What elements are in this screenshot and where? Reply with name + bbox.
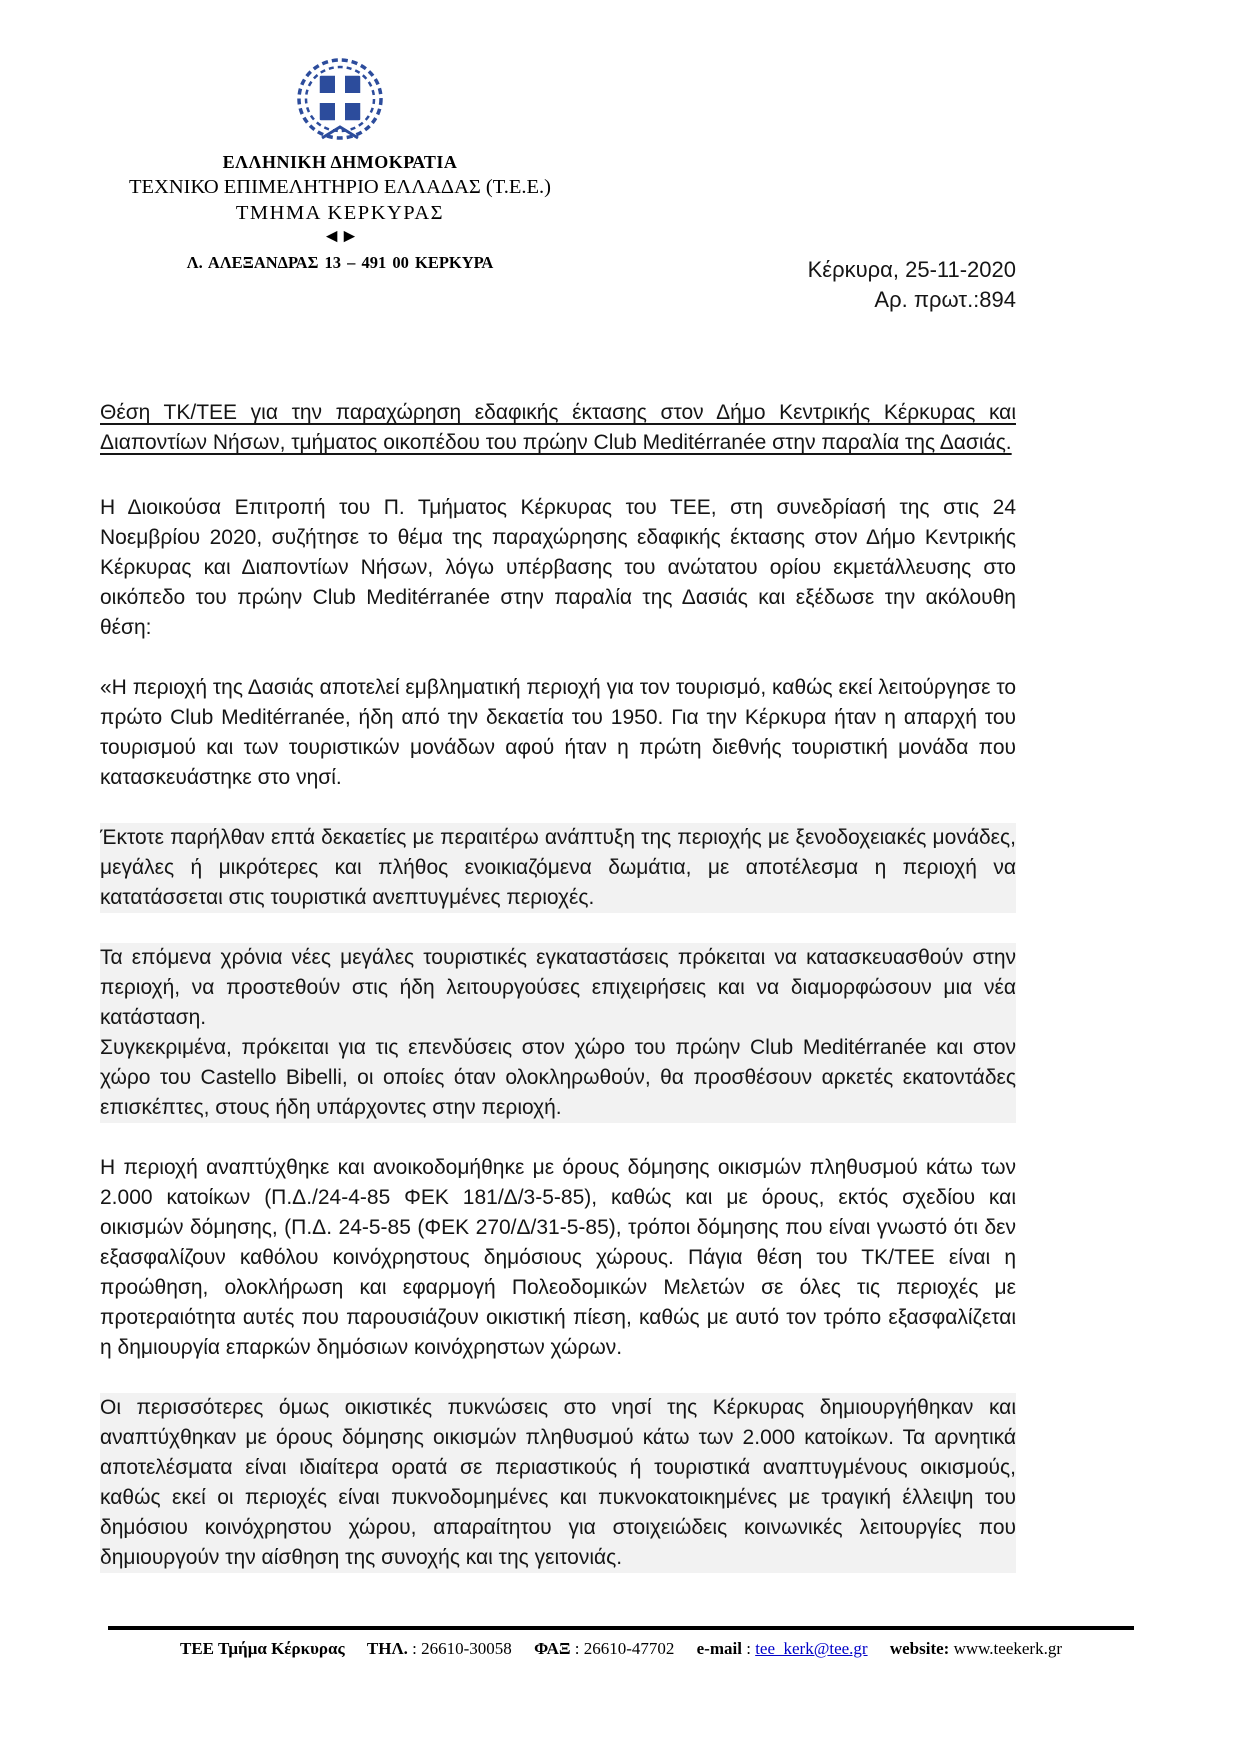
body-paragraphs [100, 493, 1016, 1573]
protocol-number: Αρ. πρωτ.:894 [874, 287, 1016, 312]
paragraph: Οι περισσότερες όμως οικιστικές πυκνώσεις στο νησί της Κέρκυρας δημιουργήθηκαν και αναπτύχθηκαν με όρους δόμησης οικισμών πληθυσμού κάτω των 2.000 κατοίκων. Τα αρνητικά αποτελέσματα είναι ιδιαίτερα ορατά σε περιαστικούς ή τουριστικά αναπτυγμένους οικισμούς, καθώς εκεί οι περιοχές είναι πυκνοδομημένες και πυκνοκατοικημένες με τραγική έλλειψη του δημόσιου κοινόχρηστου χώρου, απαραίτητου για στοιχειώδεις κοινωνικές λειτουργίες που δημιουργούν την αίσθηση της συνοχής και της γειτονιάς. [100, 1393, 1016, 1573]
footer-phone [367, 1639, 512, 1658]
paragraph: Τα επόμενα χρόνια νέες μεγάλες τουριστικές εγκαταστάσεις πρόκειται να κατασκευασθούν στην περιοχή, να προστεθούν στις ήδη λειτουργούσες επιχειρήσεις και να διαμορφώσουν μια νέα κατάσταση. [100, 943, 1016, 1033]
paragraph: Η Διοικούσα Επιτροπή του Π. Τμήματος Κέρκυρας του ΤΕΕ, στη συνεδρίασή της στις 24 Νοεμβρίου 2020, συζήτησε το θέμα της παραχώρησης εδαφικής έκτασης στον Δήμο Κεντρικής Κέρκυρας και Διαποντίων Νήσων, λόγω υπέρβασης του ανώτατου ορίου εκμετάλλευσης στο οικόπεδο του πρώην Club Meditérranée στην παραλία της Δασιάς και εξέδωσε την ακόλουθη θέση: [100, 496, 1016, 639]
org-name-tee: ΤΕΧΝΙΚΟ ΕΠΙΜΕΛΗΤΗΡΙΟ ΕΛΛΑΔΑΣ (Τ.Ε.Ε.) [128, 176, 552, 198]
website-label: website: [889, 1639, 950, 1658]
document-body [100, 398, 1016, 1573]
footer-org: ΤΕΕ Τμήμα Κέρκυρας [179, 1639, 345, 1658]
paragraph: «Η περιοχή της Δασιάς αποτελεί εμβληματική περιοχή για τον τουρισμό, καθώς εκεί λειτούργησε το πρώτο Club Meditérranée, ήδη από την δεκαετία του 1950. Για την Κέρκυρα ήταν η απαρχή του τουρισμού και των τουριστικών μονάδων αφού ήταν η πρώτη διεθνής τουριστική μονάδα που κατασκευάστηκε στο νησί. [100, 676, 1016, 789]
footer-fax [534, 1639, 674, 1658]
paragraph: Η περιοχή αναπτύχθηκε και ανοικοδομήθηκε με όρους δόμησης οικισμών πληθυσμού κάτω των 2.000 κατοίκων (Π.Δ./24-4-85 ΦΕΚ 181/Δ/3-5-85), καθώς και με όρους, εκτός σχεδίου και οικισμών δόμησης, (Π.Δ. 24-5-85 (ΦΕΚ 270/Δ/31-5-85), τρόποι δόμησης που είναι γνωστό ότι δεν εξασφαλίζουν καθόλου κοινόχρηστους δημόσιους χώρους. Πάγια θέση του ΤΚ/ΤΕΕ είναι η προώθηση, ολοκλήρωση και εφαρμογή Πολεοδομικών Μελετών σε όλες τις περιοχές με προτεραιότητα αυτές που παρουσιάζουν οικιστική πίεση, καθώς με αυτό τον τρόπο εξασφαλίζεται η δημιουργία επαρκών δημόσιων κοινόχρηστων χώρων. [100, 1156, 1016, 1359]
paragraph: Συγκεκριμένα, πρόκειται για τις επενδύσεις στον χώρο του πρώην Club Meditérranée και στον χώρο του Castello Bibelli, οι οποίες όταν ολοκληρωθούν, θα προσθέσουν αρκετές εκατοντάδες επισκέπτες, στους ήδη υπάρχοντες στην περιοχή. [100, 1033, 1016, 1123]
footer-website [890, 1639, 1062, 1658]
footer-email [697, 1639, 868, 1658]
letterhead [112, 54, 568, 273]
document-title: Θέση ΤΚ/ΤΕΕ για την παραχώρηση εδαφικής έκτασης στον Δήμο Κεντρικής Κέρκυρας και Διαποντίων Νήσων, τμήματος οικοπέδου του πρώην Club Meditérranée στην παραλία της Δασιάς. [100, 401, 1016, 454]
email-colon: : [746, 1639, 751, 1658]
org-name-republic: ΕΛΛΗΝΙΚΗ ΔΗΜΟΚΡΑΤΙΑ [222, 152, 458, 172]
email-label: e-mail [696, 1639, 742, 1658]
paragraph: Έκτοτε παρήλθαν επτά δεκαετίες με περαιτέρω ανάπτυξη της περιοχής με ξενοδοχειακές μονάδες, μεγάλες ή μικρότερες και πλήθος ενοικιαζόμενα δωμάτια, με αποτέλεσμα η περιοχή να κατατάσσεται στις τουριστικά ανεπτυγμένες περιοχές. [100, 823, 1016, 913]
diamond-divider-icon: ◄► [322, 226, 358, 247]
page-footer [108, 1626, 1134, 1659]
greek-republic-emblem-icon [292, 54, 388, 148]
document-meta [100, 255, 1016, 315]
website-value: www.teekerk.gr [953, 1639, 1062, 1658]
email-link[interactable]: tee_kerk@tee.gr [755, 1639, 868, 1658]
phone-value: : 26610-30058 [412, 1639, 512, 1658]
org-address: Λ. ΑΛΕΞΑΝΔΡΑΣ 13 – 491 00 ΚΕΡΚΥΡΑ [186, 253, 494, 272]
fax-label: ΦΑΞ [534, 1639, 571, 1658]
place-date: Κέρκυρα, 25-11-2020 [807, 257, 1016, 282]
org-name-branch: ΤΜΗΜΑ ΚΕΡΚΥΡΑΣ [235, 202, 445, 224]
greek-republic-emblem [112, 54, 568, 150]
phone-label: ΤΗΛ. [366, 1639, 408, 1658]
fax-value: : 26610-47702 [574, 1639, 675, 1658]
